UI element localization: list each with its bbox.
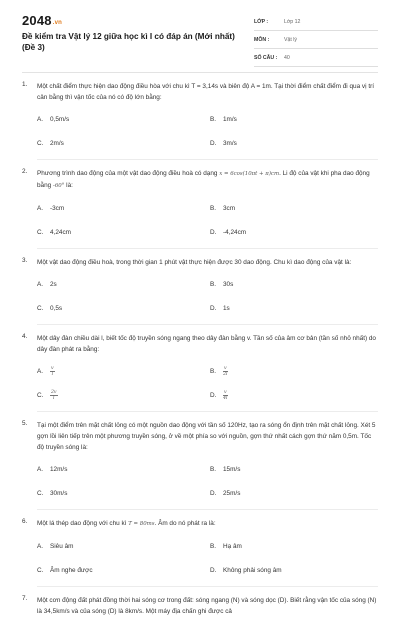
option-b[interactable]: B. $\frac{v}{2l}$ [210, 365, 228, 377]
question-divider [37, 509, 378, 510]
question-divider [37, 248, 378, 249]
answer-options [37, 272, 378, 320]
question-4: 4. Một dây đàn chiều dài l, biết tốc độ truyền sóng ngang theo dây đàn bằng v. Tần số của âm cơ bản (tần số nhỏ nhất) do dây đàn phát ra bằng: A. $\frac{v}{l}$ B. $\frac{v}{2l}$ C. $\frac{2v}{l}$ D. $\frac{v}{4l}$ [22, 333, 378, 412]
option-c[interactable]: C. 4,24cm [37, 228, 71, 236]
document-title: Đề kiểm tra Vật lý 12 giữa học kì I có đáp án (Mới nhất) (Đề 3) [22, 32, 235, 52]
question-text: Một lá thép dao động với chu kì T = 80ms. Âm do nó phát ra là: [37, 520, 216, 527]
option-d[interactable]: D. $\frac{v}{4l}$ [210, 389, 228, 401]
option-b[interactable]: B. Hạ âm [210, 542, 242, 550]
question-divider [37, 411, 378, 412]
header [0, 0, 400, 66]
option-d[interactable]: D. Không phải sóng âm [210, 566, 282, 574]
meta-subject: MÔN : Vật lý [254, 31, 378, 49]
option-a[interactable]: A. 2s [37, 280, 57, 288]
question-text: Một vật dao động điều hoà, trong thời gian 1 phút vật thực hiện được 30 dao động. Chu kì dao động của vật là: [37, 259, 352, 266]
question-1: 1. Một chất điểm thực hiện dao động điều hòa với chu kì T = 3,14s và biên độ A = 1m. Tại thời điểm chất điểm đi qua vị trí cân bằng thì vận tốc của nó có độ lớn bằng: A. 0,5m/s B. 1m/s C. 2m/s D. 3m/s [22, 81, 378, 160]
question-3: 3. Một vật dao động điều hoà, trong thời gian 1 phút vật thực hiện được 30 dao động. Chu kì dao động của vật là: A. 2s B. 30s C. 0,5s D. 1s [22, 257, 378, 325]
site-logo[interactable]: 2048.vn [22, 13, 63, 28]
answer-options [37, 534, 378, 582]
option-a[interactable]: A. 12m/s [37, 465, 68, 473]
answer-options [37, 359, 378, 407]
option-b[interactable]: B. 15m/s [210, 465, 241, 473]
option-a[interactable]: A. 0,5m/s [37, 115, 70, 123]
header-divider [22, 72, 378, 73]
option-c[interactable]: C. 2m/s [37, 139, 64, 147]
option-c[interactable]: C. $\frac{2v}{l}$ [37, 389, 57, 401]
formula: x = 6cos(10πt + π)cm [219, 171, 280, 177]
question-text: Một chất điểm thực hiện dao động điều hòa với chu kì T = 3,14s và biên độ A = 1m. Tại thời điểm chất điểm đi qua vị trí cân bằng thì vận tốc của nó có độ lớn bằng: [37, 83, 374, 101]
question-text: Phương trình dao động của một vật dao động điều hoà có dạng x = 6cos(10πt + π)cm. Li độ của vật khi pha dao động bằng -60° là: [37, 170, 370, 189]
option-d[interactable]: D. 3m/s [210, 139, 237, 147]
option-c[interactable]: C. 30m/s [37, 489, 68, 497]
question-text: Một dây đàn chiều dài l, biết tốc độ truyền sóng ngang theo dây đàn bằng v. Tần số của âm cơ bản (tần số nhỏ nhất) do dây đàn phát ra bằng: [37, 335, 376, 353]
meta-question-count: SỐ CÂU : 40 [254, 49, 378, 67]
question-7: 7. Một cơn động đất phát đồng thời hai sóng cơ trong đất: sóng ngang (N) và sóng dọc (D). Biết rằng vận tốc của sóng (N) là 34,5km/s và của sóng (D) là 8km/s. Một máy địa chấn ghi được cả [22, 595, 377, 615]
answer-options [37, 107, 378, 155]
option-a[interactable]: A. Siêu âm [37, 542, 74, 550]
fraction: $\frac{2v}{l}$ [51, 389, 57, 401]
document-meta [254, 13, 378, 67]
option-d[interactable]: D. 25m/s [210, 489, 241, 497]
option-a[interactable]: A. -3cm [37, 204, 65, 212]
option-a[interactable]: A. $\frac{v}{l}$ [37, 365, 54, 377]
question-divider [37, 159, 378, 160]
option-d[interactable]: D. -4,24cm [210, 228, 247, 236]
fraction: $\frac{v}{4l}$ [223, 389, 228, 401]
formula: T = 80ms [128, 521, 155, 527]
question-2: 2. Phương trình dao động của một vật dao động điều hoà có dạng x = 6cos(10πt + π)cm. Li độ của vật khi pha dao động bằng -60° là: A. -3cm B. 3cm C. 4,24cm D. -4,24cm [22, 168, 378, 249]
option-c[interactable]: C. Âm nghe được [37, 566, 93, 574]
option-c[interactable]: C. 0,5s [37, 304, 63, 312]
answer-options [37, 196, 378, 244]
question-list [22, 78, 378, 617]
question-text: Tại một điểm trên mặt chất lỏng có một nguồn dao động với tần số 120Hz, tạo ra sóng ổn định trên mặt chất lỏng. Xét 5 gợn lồi liên tiếp trên một phương truyền sóng, ở về một phía so với nguồn, gợn thứ nhất cách gợn thứ năm 0,5m. Tốc độ truyền sóng là: [37, 422, 376, 451]
option-b[interactable]: B. 3cm [210, 204, 236, 212]
meta-class: LỚP : Lớp 12 [254, 13, 378, 31]
question-text: Một cơn động đất phát đồng thời hai sóng cơ trong đất: sóng ngang (N) và sóng dọc (D). Biết rằng vận tốc của sóng (N) là 34,5km/s và của sóng (D) là 8km/s. Một máy địa chấn ghi được cả [37, 597, 377, 615]
fraction: $\frac{v}{2l}$ [223, 365, 228, 377]
question-6: 6. Một lá thép dao động với chu kì T = 80ms. Âm do nó phát ra là: A. Siêu âm B. Hạ âm C. Âm nghe được D. Không phải sóng âm [22, 518, 378, 587]
question-5: 5. Tại một điểm trên mặt chất lỏng có một nguồn dao động với tần số 120Hz, tạo ra sóng ổn định trên mặt chất lỏng. Xét 5 gợn lồi liên tiếp trên một phương truyền sóng, ở về một phía so với nguồn, gợn thứ nhất cách gợn thứ năm 0,5m. Tốc độ truyền sóng là: A. 12m/s B. 15m/s C. 30m/s D. 25m/s [22, 420, 378, 510]
formula: -60° [53, 183, 65, 189]
option-d[interactable]: D. 1s [210, 304, 230, 312]
option-b[interactable]: B. 1m/s [210, 115, 237, 123]
fraction: $\frac{v}{l}$ [51, 365, 54, 377]
answer-options [37, 457, 378, 505]
option-b[interactable]: B. 30s [210, 280, 234, 288]
question-divider [37, 324, 378, 325]
question-divider [37, 586, 378, 587]
